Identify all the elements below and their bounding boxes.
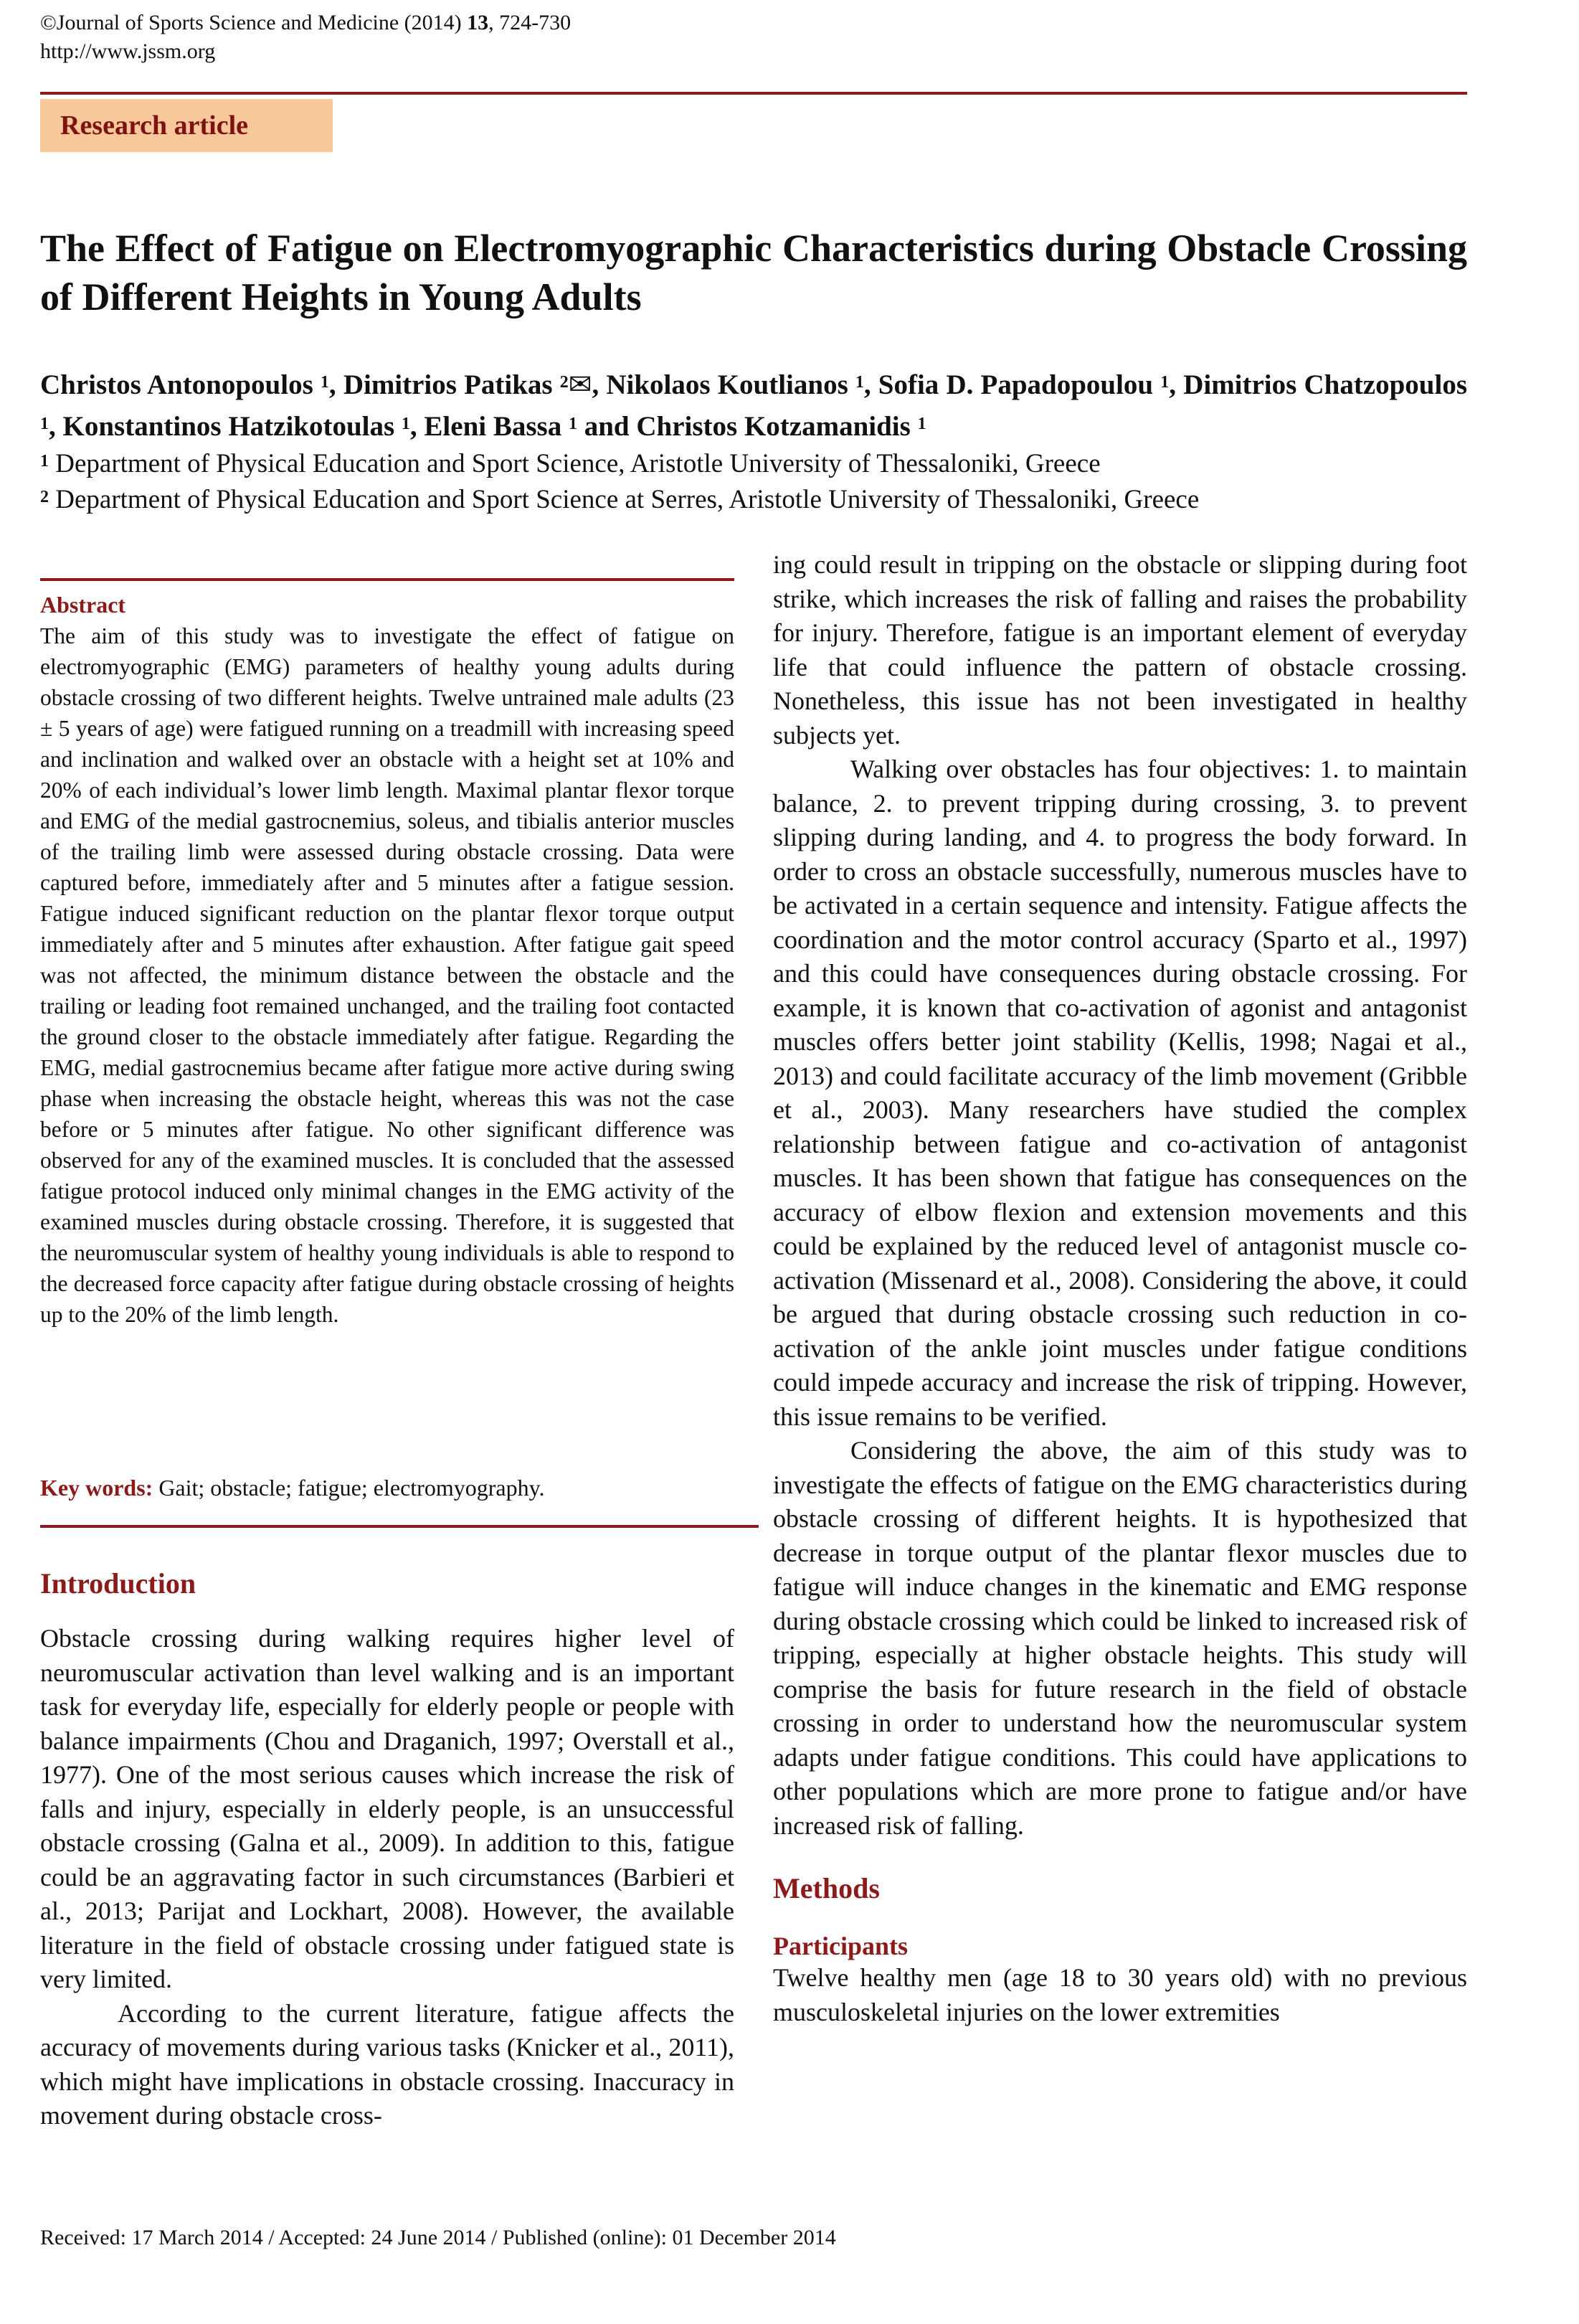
affiliation-text: Department of Physical Education and Sport Science at Serres, Aristotle University of Thessaloniki, Greece	[49, 485, 1200, 514]
introduction-section	[40, 1567, 734, 2133]
abstract-bottom-rule	[40, 1525, 759, 1528]
author-separator: ,	[49, 411, 63, 442]
affiliation-2	[40, 482, 1467, 518]
author-name: Eleni Bassa	[424, 411, 569, 442]
intro-paragraph-2-continued: ing could result in tripping on the obstacle or slipping during foot strike, which increases the risk of falling and raises the probability for injury. Therefore, fatigue is an important element of everyday life that could influence the pattern of obstacle crossing. Nonetheless, this issue has not been investigated in healthy subjects yet.	[773, 550, 1467, 750]
intro-paragraph-2: According to the current literature, fatigue affects the accuracy of movements during various tasks (Knicker et al., 2011), which might have implications in obstacle crossing. Inaccuracy in movement during obstacle cross-	[40, 1998, 734, 2130]
author-separator: ,	[1169, 369, 1184, 400]
publication-dates: Received: 17 March 2014 / Accepted: 24 June 2014 / Published (online): 01 December 2014	[40, 2226, 836, 2249]
author-affiliation-number: 2	[559, 373, 569, 392]
author-name: Nikolaos Koutlianos	[606, 369, 855, 400]
author-affiliation-number: 1	[320, 373, 329, 392]
header-rule	[40, 92, 1467, 95]
intro-paragraph-1: Obstacle crossing during walking requires higher level of neuromuscular activation than level walking and is an important task for everyday life, especially for elderly people or people with balance impairments (Chou and Draganich, 1997; Overstall et al., 1977). One of the most serious causes which increase the risk of falls and injury, especially in elderly people, is an unsuccessful obstacle crossing (Galna et al., 2009). In addition to this, fatigue could be an aggravating factor in such circumstances (Barbieri et al., 2013; Parijat and Lockhart, 2008). However, the available literature in the field of obstacle crossing under fatigued state is very limited.	[40, 1624, 734, 1993]
author-affiliation-number: 1	[855, 373, 864, 392]
methods-heading: Methods	[773, 1872, 880, 1904]
affiliation-number: 1	[40, 452, 49, 471]
author-name: Dimitrios Patikas	[343, 369, 560, 400]
abstract-text: The aim of this study was to investigate the effect of fatigue on electromyographic (EMG) parameters of healthy young adults during obstacle crossing of two different heights. Twelve untrained male adults (23 ± 5 years of age) were fatigued running on a treadmill with increasing speed and inclination and walked over an obstacle with a height set at 10% and 20% of each individual’s lower limb length. Maximal plantar flexor torque and EMG of the medial gastrocnemius, soleus, and tibialis anterior muscles of the trailing limb were assessed during obstacle crossing. Data were captured before, immediately after and 5 minutes after a fatigue session. Fatigue induced significant reduction on the plantar flexor torque output immediately after and 5 minutes after exhaustion. After fatigue gait speed was not affected, the minimum distance between the obstacle and the trailing or leading foot remained unchanged, and the trailing foot contacted the ground closer to the obstacle immediately after fatigue. Regarding the EMG, medial gastrocnemius became after fatigue more active during swing phase when increasing the obstacle height, whereas this was not the case before or 5 minutes after fatigue. No other significant difference was observed for any of the examined muscles. It is concluded that the assessed fatigue protocol induced only minimal changes in the EMG activity of the examined muscles during obstacle crossing. Therefore, it is suggested that the neuromuscular system of healthy young individuals is able to respond to the decreased force capacity after fatigue during obstacle crossing of heights up to the 20% of the limb length.	[40, 623, 734, 1327]
author-affiliation-number: 1	[401, 415, 410, 433]
author-separator: ,	[409, 411, 425, 442]
author-affiliation-number: 1	[568, 415, 577, 433]
abstract-box	[40, 590, 734, 1330]
author-separator: ,	[328, 369, 343, 400]
intro-paragraph-4: Considering the above, the aim of this study was to investigate the effects of fatigue on the EMG characteristics during obstacle crossing of different heights. It is hypothesized that decrease in torque output of the plantar flexor muscles due to fatigue will induce changes in the kinematic and EMG response during obstacle crossing which could be linked to increased risk of tripping, especially at higher obstacle heights. This study will comprise the basis for future research in the field of obstacle crossing in order to understand how the neuromuscular system adapts under fatigue conditions. This could have applications to other populations which are more prone to fatigue and/or have increased risk of falling.	[773, 1436, 1467, 1840]
author-name: Dimitrios Chatzopoulos	[1183, 369, 1468, 400]
keywords	[40, 1472, 734, 1503]
author-name: Christos Antonopoulos	[40, 369, 321, 400]
author-separator: and	[577, 411, 637, 442]
intro-paragraph-3: Walking over obstacles has four objectives: 1. to maintain balance, 2. to prevent tripping during crossing, 3. to prevent slipping during landing, and 4. to progress the body forward. In order to cross an obstacle successfully, numerous muscles have to be activated in a certain sequence and intensity. Fatigue affects the coordination and the motor control accuracy (Sparto et al., 1997) and this could have consequences during obstacle crossing. For example, it is known that co-activation of agonist and antagonist muscles offers better joint stability (Kellis, 1998; Nagai et al., 2013) and could facilitate accuracy of the limb movement (Gribble et al., 2003). Many researchers have studied the complex relationship between fatigue and co-activation of antagonist muscles. It has been shown that fatigue has consequences on the accuracy of elbow flexion and extension movements and this could be explained by the reduced level of antagonist muscle co-activation (Missenard et al., 2008). Considering the above, it could be argued that during obstacle crossing such reduction in co-activation of the ankle joint muscles under fatigue conditions could impede accuracy and increase the risk of tripping. However, this issue remains to be verified.	[773, 755, 1467, 1431]
author-affiliation-number: 1	[917, 415, 926, 433]
journal-citation	[40, 9, 571, 37]
envelope-icon[interactable]: ✉	[568, 369, 592, 400]
affiliation-1	[40, 446, 1467, 482]
abstract-heading: Abstract	[40, 592, 126, 618]
journal-volume: 13	[467, 11, 489, 34]
right-column	[773, 548, 1467, 2029]
author-separator: ,	[863, 369, 878, 400]
article-title: The Effect of Fatigue on Electromyographic Characteristics during Obstacle Crossing of Different Heights in Young Adults	[40, 227, 1467, 318]
author-affiliation-number: 1	[1160, 373, 1170, 392]
participants-heading: Participants	[773, 1932, 908, 1960]
author-name: Konstantinos Hatzikotoulas	[62, 411, 402, 442]
author-name: Christos Kotzamanidis	[636, 411, 918, 442]
author-affiliation-number: 1	[40, 415, 49, 433]
article-type-badge: Research article	[40, 99, 333, 152]
author-name: Sofia D. Papadopoulou	[878, 369, 1161, 400]
author-list	[40, 364, 1467, 448]
journal-pages: , 724-730	[488, 11, 572, 34]
introduction-heading: Introduction	[40, 1567, 196, 1600]
abstract-top-rule	[40, 578, 734, 581]
affiliation-text: Department of Physical Education and Sport Science, Aristotle University of Thessaloniki, Greece	[49, 449, 1101, 478]
keywords-text: Gait; obstacle; fatigue; electromyography.	[153, 1475, 545, 1501]
affiliations	[40, 446, 1467, 518]
journal-name: ©Journal of Sports Science and Medicine (2014)	[40, 11, 468, 34]
keywords-label: Key words:	[40, 1475, 153, 1501]
journal-url[interactable]: http://www.jssm.org	[40, 39, 216, 63]
author-separator: ,	[592, 369, 607, 400]
journal-header	[40, 9, 571, 66]
participants-text: Twelve healthy men (age 18 to 30 years old) with no previous musculoskeletal injuries on the lower extremities	[773, 1963, 1467, 2026]
affiliation-number: 2	[40, 488, 49, 506]
